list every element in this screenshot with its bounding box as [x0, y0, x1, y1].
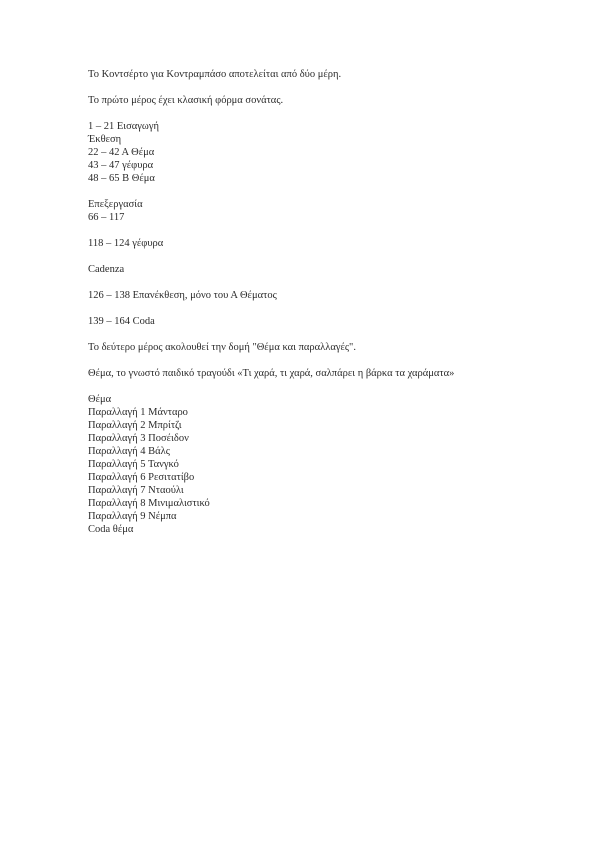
section-line: Επεξεργασία [88, 199, 143, 210]
section-line: 48 – 65 Β Θέμα [88, 173, 155, 184]
recapitulation-block [88, 289, 528, 302]
exposition-block [88, 120, 528, 185]
variation-item: Παραλλαγή 5 Τανγκό [88, 459, 179, 470]
variation-item: Coda θέμα [88, 524, 134, 535]
development-block [88, 198, 528, 224]
variation-item: Παραλλαγή 9 Νέμπα [88, 511, 177, 522]
section-line: 22 – 42 Α Θέμα [88, 147, 155, 158]
variation-item: Παραλλαγή 8 Μινιμαλιστικό [88, 498, 210, 509]
variation-item: Παραλλαγή 3 Ποσέιδον [88, 433, 189, 444]
variations-list [88, 393, 528, 536]
variation-item: Παραλλαγή 6 Ρεσιτατίβο [88, 472, 195, 483]
variation-item: Θέμα [88, 394, 112, 405]
section-line: 1 – 21 Εισαγωγή [88, 121, 159, 132]
coda-block [88, 315, 528, 328]
variation-item: Παραλλαγή 1 Μάνταρο [88, 407, 188, 418]
variation-item: Παραλλαγή 2 Μπρίτζι [88, 420, 182, 431]
theme-note-paragraph: Θέμα, το γνωστό παιδικό τραγούδι «Τι χαρά, τι χαρά, σαλπάρει η βάρκα τα χαράματα» [88, 368, 455, 379]
bridge-block [88, 237, 528, 250]
variation-item: Παραλλαγή 4 Βάλς [88, 446, 170, 457]
second-part-paragraph: Το δεύτερο μέρος ακολουθεί την δομή "Θέμα και παραλλαγές". [88, 342, 356, 353]
section-line: Έκθεση [88, 134, 122, 145]
section-line: 66 – 117 [88, 212, 125, 223]
section-line: 43 – 47 γέφυρα [88, 160, 154, 171]
section-line: 118 – 124 γέφυρα [88, 238, 164, 249]
document-body [88, 68, 528, 549]
section-line: Cadenza [88, 264, 125, 275]
intro-paragraph: Το Κοντσέρτο για Κοντραμπάσο αποτελείται από δύο μέρη. [88, 69, 342, 80]
variation-item: Παραλλαγή 7 Νταούλι [88, 485, 184, 496]
section-line: 126 – 138 Επανέκθεση, μόνο του Α Θέματος [88, 290, 277, 301]
first-part-paragraph: Το πρώτο μέρος έχει κλασική φόρμα σονάτας. [88, 95, 284, 106]
section-line: 139 – 164 Coda [88, 316, 155, 327]
cadenza-block [88, 263, 528, 276]
